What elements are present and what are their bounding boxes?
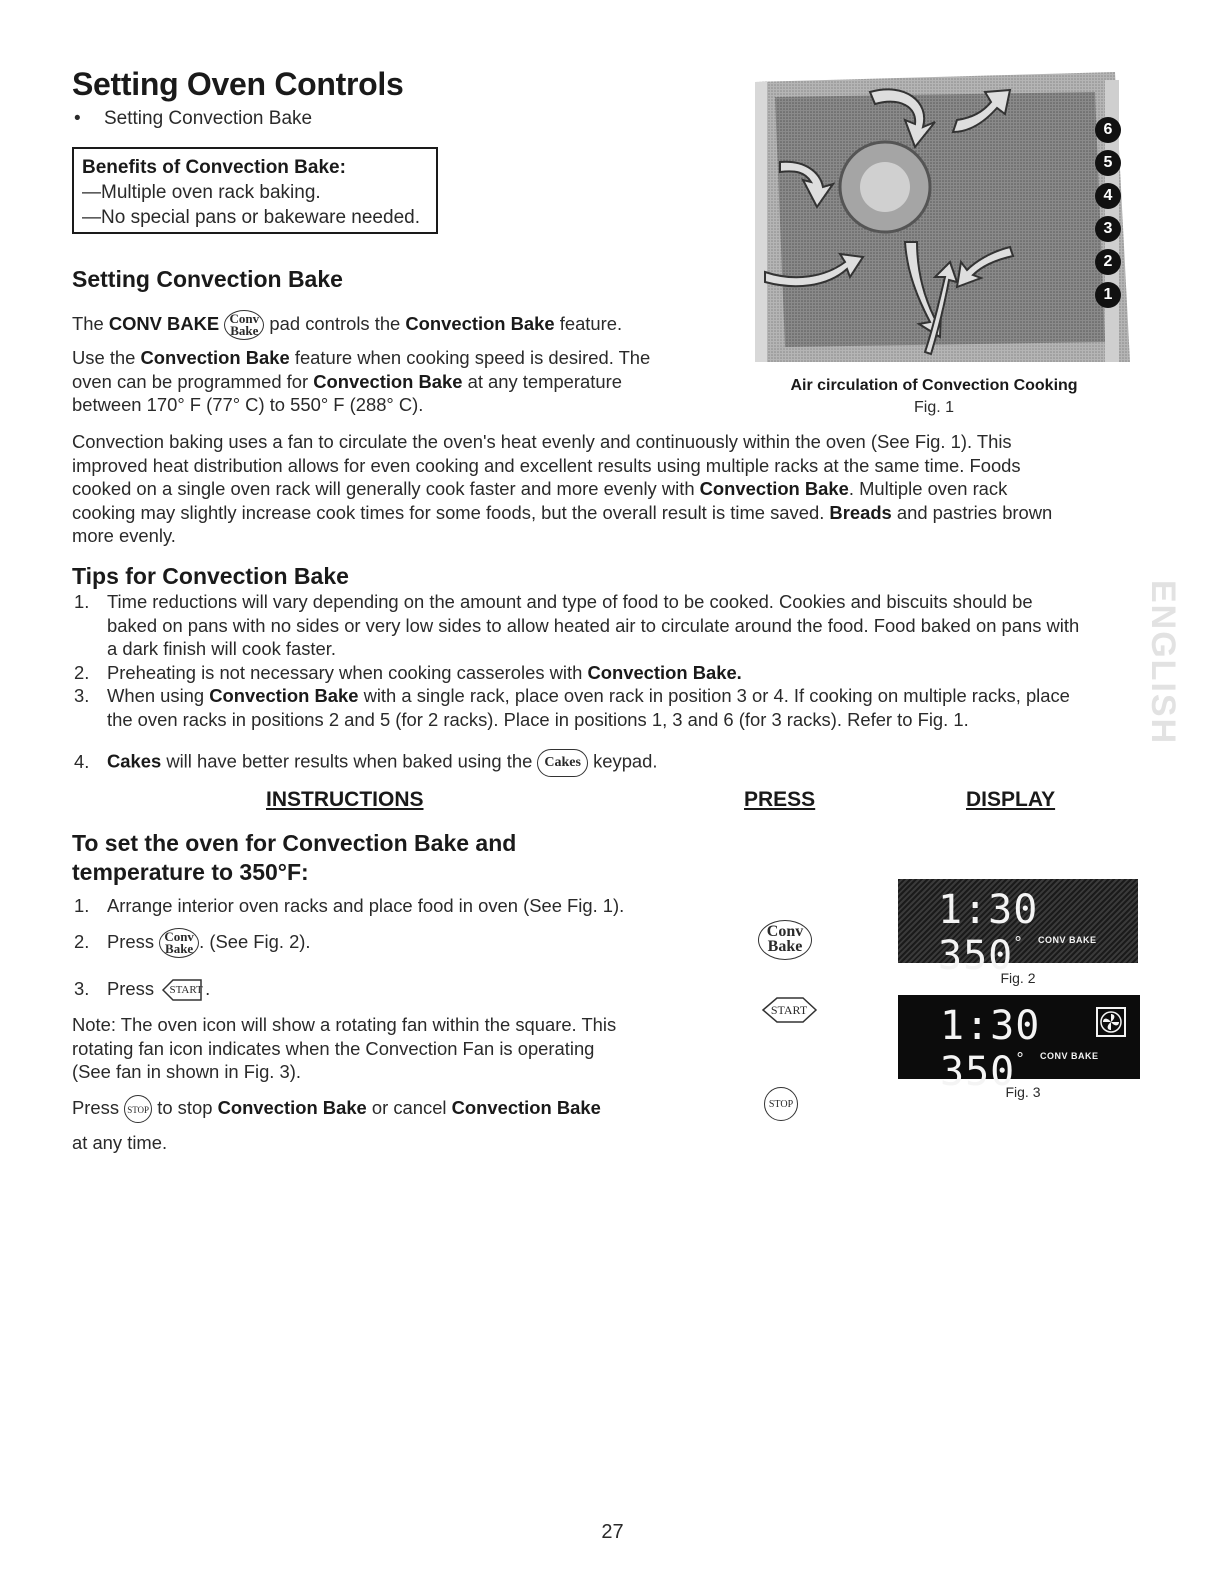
rack-number-badge: 4 — [1095, 183, 1121, 209]
benefit-item: —Multiple oven rack baking. — [82, 182, 321, 203]
rack-position-numbers — [1095, 117, 1121, 308]
rack-number-badge: 5 — [1095, 150, 1121, 176]
benefits-title: Benefits of Convection Bake: — [82, 157, 346, 178]
figure1-caption: Air circulation of Convection Cooking — [790, 377, 1078, 394]
tips-list — [72, 590, 1079, 731]
rack-number-badge: 6 — [1095, 117, 1121, 143]
figure3-caption: Fig. 3 — [1005, 1084, 1041, 1100]
convection-intro-paragraph: Convection baking uses a fan to circulate the oven's heat evenly and continuously within the oven (See Fig. 1). This improved heat distribution allows for even cooking and excellent results using multiple racks at the same time. Foods cooked on a single oven rack will generally cook faster and more evenly with Convection Bake. Multiple oven rack cooking may slightly increase cook times for some foods, but the overall result is time saved. Breads and pastries brown more evenly. — [72, 431, 1053, 546]
convection-fan-icon — [1096, 1007, 1126, 1037]
procedure-stop-continued: at any time. — [72, 1132, 168, 1153]
rack-number-badge: 1 — [1095, 282, 1121, 308]
setting-heading: Setting Convection Bake — [72, 266, 343, 292]
press-column-header: PRESS — [744, 788, 816, 811]
display-fig3-screen: 1:30 350° CONV BAKE — [898, 995, 1140, 1079]
figure2-caption: Fig. 2 — [1000, 970, 1036, 986]
tip-cakes: 4. Cakes will have better results when baked using the Cakes keypad. — [72, 749, 658, 777]
press-stop-key: STOP — [764, 1087, 798, 1121]
procedure-stop-instruction: Press STOP to stop Convection Bake or cancel Convection Bake — [72, 1095, 601, 1123]
procedure-step-3: 3. Press START . — [72, 977, 210, 1003]
benefit-item: —No special pans or bakeware needed. — [82, 207, 420, 228]
conv-bake-key-icon: Conv Bake — [224, 310, 264, 340]
section-bullet: • Setting Convection Bake — [74, 108, 313, 129]
language-side-tab: ENGLISH — [1144, 580, 1182, 746]
list-item: 1. Time reductions will vary depending on the amount and type of food to be cooked. Cookies and biscuits should be baked on pans with no sides or very low sides to allow heated air to circulate around the food. Food baked on pans with a dark finish will cook faster. — [74, 591, 1080, 659]
page-title: Setting Oven Controls — [72, 66, 404, 102]
stop-key-icon: STOP — [124, 1095, 152, 1123]
procedure-heading: To set the oven for Convection Bake and temperature to 350°F: — [72, 830, 517, 885]
display-column-header: DISPLAY — [966, 788, 1056, 811]
press-start-key: START — [760, 995, 818, 1025]
procedure-note: Note: The oven icon will show a rotating fan within the square. This rotating fan icon indicates when the Convection Fan is operating (See fan in shown in Fig. 3). — [72, 1014, 617, 1082]
conv-bake-key-icon: Conv Bake — [159, 928, 199, 958]
rack-number-badge: 3 — [1095, 216, 1121, 242]
conv-bake-usage-text: Use the Convection Bake feature when cooking speed is desired. The oven can be programmed for Convection Bake at any temperature between 170° F (77° C) to 550° F (288° C). — [72, 347, 651, 415]
press-conv-bake-key: Conv Bake — [758, 920, 812, 960]
list-item: 3. When using Convection Bake with a single rack, place oven rack in position 3 or 4. If cooking on multiple racks, place the oven racks in positions 2 and 5 (for 2 racks). Place in positions 1, 3 and 6 (for 3 racks). Refer to Fig. 1. — [74, 685, 1070, 730]
conv-bake-pad-sentence: The CONV BAKE Conv Bake pad controls the Convection Bake feature. — [72, 311, 623, 338]
figure1-label: Fig. 1 — [913, 399, 954, 416]
tips-heading: Tips for Convection Bake — [72, 563, 349, 589]
page-number: 27 — [601, 1521, 624, 1543]
list-item: 2. Preheating is not necessary when cooking casseroles with Convection Bake. — [74, 661, 742, 683]
procedure-step-1: 1. Arrange interior oven racks and place food in oven (See Fig. 1). — [74, 895, 625, 916]
cakes-key-icon: Cakes — [537, 749, 588, 777]
instructions-column-header: INSTRUCTIONS — [266, 788, 424, 811]
oven-interior-photo — [735, 72, 1133, 372]
rack-number-badge: 2 — [1095, 249, 1121, 275]
start-key-icon: START — [159, 977, 205, 1003]
benefits-box — [72, 147, 438, 234]
procedure-step-2: 2. Press Conv Bake . (See Fig. 2). — [74, 929, 311, 956]
display-fig2-screen: 1:30 350° CONV BAKE — [898, 879, 1138, 963]
